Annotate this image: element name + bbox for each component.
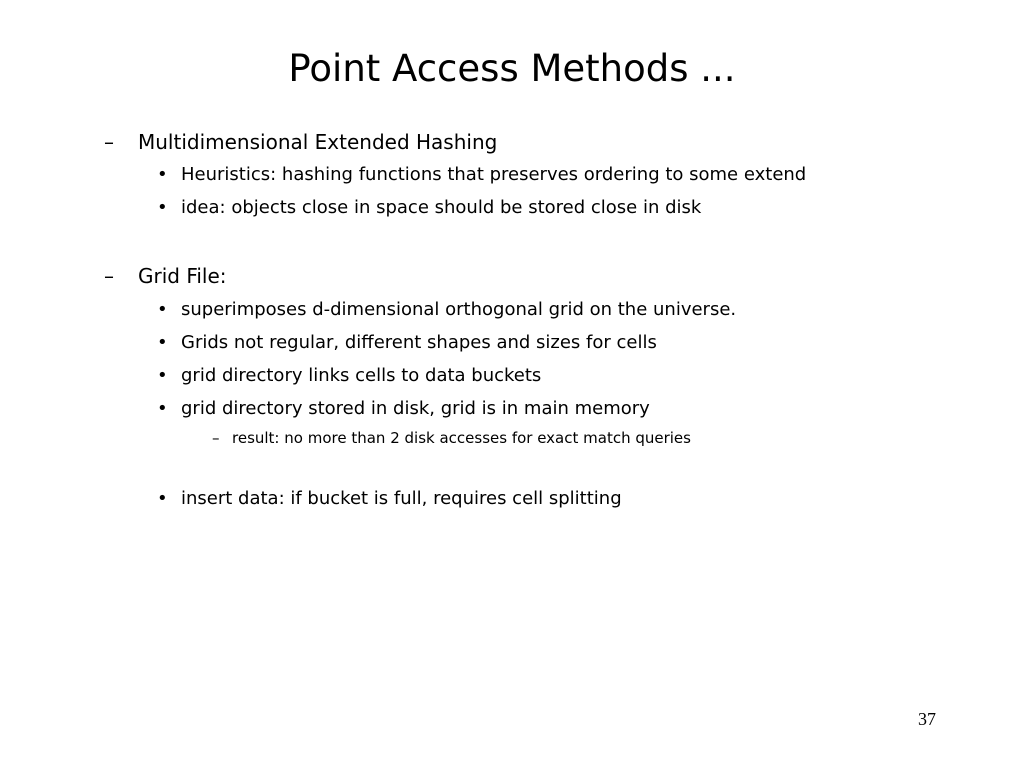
page-number: 37	[918, 709, 936, 729]
item-text: Grids not regular, different shapes and sizes for cells	[181, 332, 657, 353]
list-item-level2	[157, 486, 622, 512]
list-item-level2	[157, 330, 657, 356]
item-text: grid directory stored in disk, grid is in main memory	[181, 398, 650, 419]
bullet-marker: •	[157, 488, 168, 509]
bullet-marker: •	[157, 365, 168, 386]
bullet-marker: •	[157, 299, 168, 320]
item-text: superimposes d-dimensional orthogonal grid on the universe.	[181, 299, 737, 320]
item-text: Heuristics: hashing functions that preserves ordering to some extend	[181, 164, 807, 185]
bullet-marker: •	[157, 398, 168, 419]
dash-marker: –	[212, 429, 220, 447]
list-item-level1	[104, 262, 227, 290]
bullet-marker: •	[157, 164, 168, 185]
list-item-level2	[157, 297, 737, 323]
item-text: idea: objects close in space should be stored close in disk	[181, 197, 702, 218]
item-text: Grid File:	[138, 264, 227, 288]
slide-title: Point Access Methods ...	[288, 47, 736, 90]
bullet-marker: •	[157, 332, 168, 353]
dash-marker: –	[104, 264, 114, 288]
bullet-marker: •	[157, 197, 168, 218]
list-item-level2	[157, 195, 702, 221]
item-text: insert data: if bucket is full, requires cell splitting	[181, 488, 622, 509]
list-item-level1	[104, 128, 498, 156]
item-text: grid directory links cells to data buckets	[181, 365, 542, 386]
item-text: result: no more than 2 disk accesses for exact match queries	[232, 429, 691, 447]
list-item-level3	[212, 427, 691, 449]
item-text: Multidimensional Extended Hashing	[138, 130, 498, 154]
dash-marker: –	[104, 130, 114, 154]
list-item-level2	[157, 162, 807, 188]
list-item-level2	[157, 396, 650, 422]
list-item-level2	[157, 363, 542, 389]
